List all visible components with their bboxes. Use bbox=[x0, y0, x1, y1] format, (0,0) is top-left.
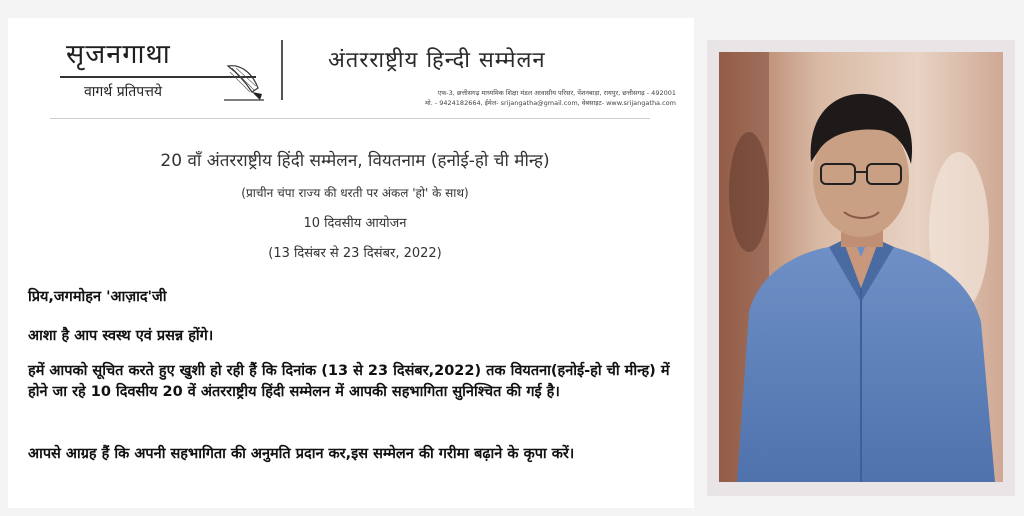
portrait-illustration bbox=[719, 52, 1003, 482]
address-line: एफ-3, छत्तीसगढ़ माध्यमिक शिक्षा मंडल आवासीय परिसर, पेंशनबाड़ा, रायपुर, छत्तीसगढ़ - 492001 bbox=[437, 89, 676, 97]
contact-line: मो. - 9424182664, ईमेल- srijangatha@gmail.com, वेबसाइट- www.srijangatha.com bbox=[425, 99, 676, 107]
event-title: अंतरराष्ट्रीय हिन्दी सम्मेलन bbox=[328, 48, 546, 73]
request-paragraph: आपसे आग्रह हैं कि अपनी सहभागिता की अनुमति प्रदान कर,इस सम्मेलन की गरीमा बढ़ाने के कृपा करें। bbox=[28, 446, 575, 462]
header-rule bbox=[50, 118, 650, 119]
brand-tagline: वागर्थ प्रतिपत्तये bbox=[84, 84, 163, 100]
header-divider bbox=[281, 40, 283, 100]
brand-logo bbox=[60, 28, 260, 118]
salutation: प्रिय,जगमोहन 'आज़ाद'जी bbox=[28, 289, 167, 305]
heading-subtitle: (प्राचीन चंपा राज्य की धरती पर अंकल 'हो' के साथ) bbox=[241, 186, 469, 200]
address-block bbox=[296, 88, 676, 108]
portrait-photo bbox=[719, 52, 1003, 482]
quill-pen-icon bbox=[222, 58, 266, 104]
greeting-paragraph: आशा है आप स्वस्थ एवं प्रसन्न होंगे। bbox=[28, 328, 214, 344]
heading-duration: 10 दिवसीय आयोजन bbox=[303, 216, 407, 231]
heading-conference: 20 वाँ अंतरराष्ट्रीय हिंदी सम्मेलन, वियतनाम (हनोई-हो ची मीन्ह) bbox=[160, 151, 550, 171]
brand-name: सृजनगाथा bbox=[66, 39, 171, 70]
notification-paragraph: हमें आपको सूचित करते हुए खुशी हो रही हैं कि दिनांक (13 से 23 दिसंबर,2022) तक वियतना(हनोई-हो ची मीन्ह) में होने जा रहे 10 दिवसीय 20 वें अंतरराष्ट्रीय हिंदी सम्मेलन में आपकी सहभागिता सुनिश्चित की गई है। bbox=[28, 363, 670, 400]
heading-dates: (13 दिसंबर से 23 दिसंबर, 2022) bbox=[268, 246, 442, 261]
